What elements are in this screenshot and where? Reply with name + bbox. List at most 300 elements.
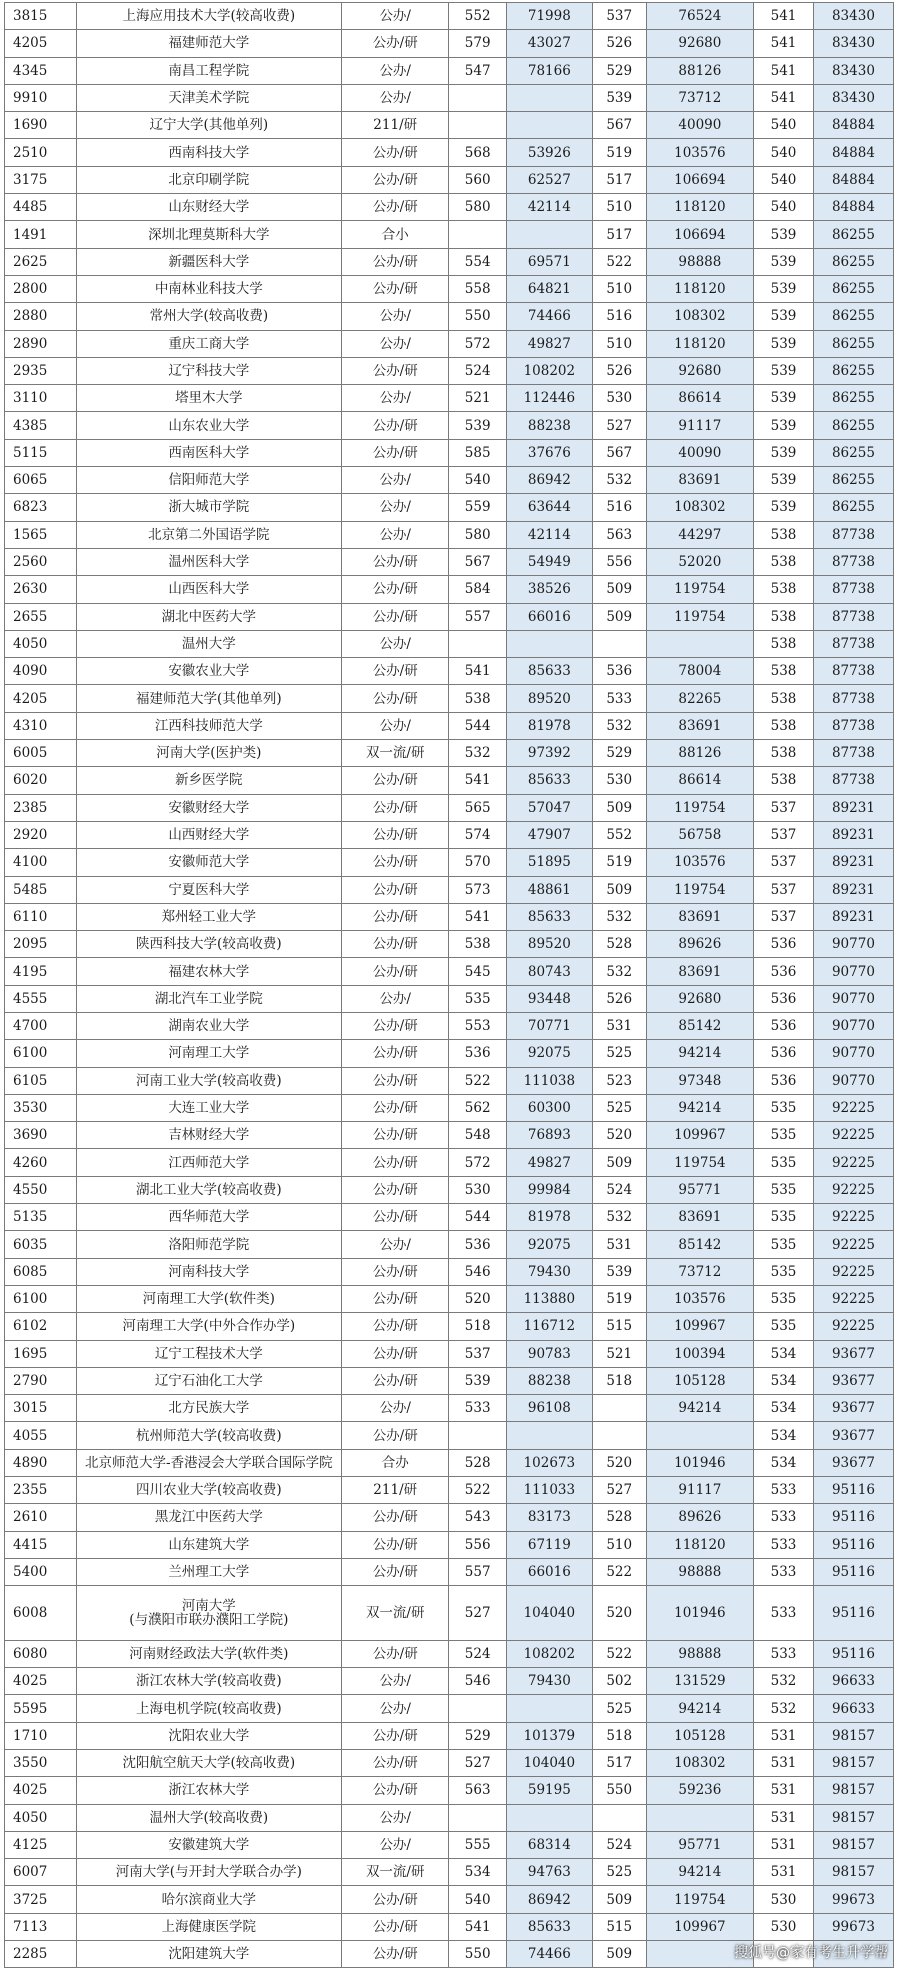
school-name-cell: 杭州师范大学(较高收费) <box>76 1422 341 1449</box>
score-c-cell: 531 <box>754 1722 814 1749</box>
rank-a-cell: 43027 <box>506 30 592 57</box>
rank-a-cell: 111033 <box>506 1477 592 1504</box>
score-a-cell: 572 <box>449 330 506 357</box>
rank-c-cell: 99673 <box>813 1886 893 1913</box>
score-b-cell: 522 <box>592 1558 646 1585</box>
school-code-cell: 6007 <box>5 1859 77 1886</box>
rank-c-cell: 92225 <box>813 1258 893 1285</box>
school-code-cell: 1710 <box>5 1722 77 1749</box>
score-b-cell: 510 <box>592 275 646 302</box>
school-name-cell: 河南理工大学(中外合作办学) <box>76 1313 341 1340</box>
rank-a-cell: 102673 <box>506 1449 592 1476</box>
school-type-cell: 公办/研 <box>341 767 449 794</box>
score-c-cell: 537 <box>754 794 814 821</box>
rank-b-cell: 98888 <box>646 248 754 275</box>
rank-c-cell: 90770 <box>813 931 893 958</box>
score-c-cell: 541 <box>754 57 814 84</box>
rank-c-cell: 87738 <box>813 630 893 657</box>
score-b-cell: 510 <box>592 194 646 221</box>
rank-c-cell: 89231 <box>813 876 893 903</box>
rank-b-cell: 119754 <box>646 1149 754 1176</box>
rank-c-cell: 87738 <box>813 740 893 767</box>
score-a-cell: 573 <box>449 876 506 903</box>
school-code-cell: 3550 <box>5 1750 77 1777</box>
rank-b-cell: 97348 <box>646 1067 754 1094</box>
rank-c-cell: 86255 <box>813 303 893 330</box>
score-c-cell: 535 <box>754 1204 814 1231</box>
rank-c-cell: 87738 <box>813 548 893 575</box>
rank-c-cell: 89231 <box>813 794 893 821</box>
school-code-cell: 2285 <box>5 1941 77 1968</box>
table-row <box>5 194 894 221</box>
rank-a-cell: 42114 <box>506 194 592 221</box>
school-name-cell: 浙大城市学院 <box>76 494 341 521</box>
school-type-cell: 公办/研 <box>341 139 449 166</box>
rank-a-cell: 38526 <box>506 576 592 603</box>
score-b-cell: 529 <box>592 57 646 84</box>
school-code-cell: 2790 <box>5 1367 77 1394</box>
school-code-cell: 4205 <box>5 685 77 712</box>
school-code-cell: 1695 <box>5 1340 77 1367</box>
school-code-cell: 2560 <box>5 548 77 575</box>
score-a-cell: 521 <box>449 385 506 412</box>
rank-c-cell: 86255 <box>813 330 893 357</box>
school-name-cell: 常州大学(较高收费) <box>76 303 341 330</box>
school-type-cell: 211/研 <box>341 112 449 139</box>
rank-a-cell: 60300 <box>506 1094 592 1121</box>
score-c-cell: 538 <box>754 548 814 575</box>
school-code-cell: 5115 <box>5 439 77 466</box>
rank-b-cell: 118120 <box>646 1531 754 1558</box>
score-b-cell: 515 <box>592 1313 646 1340</box>
score-b-cell: 525 <box>592 1859 646 1886</box>
school-code-cell: 4260 <box>5 1149 77 1176</box>
score-a-cell: 527 <box>449 1586 506 1641</box>
score-b-cell: 519 <box>592 1285 646 1312</box>
score-c-cell: 533 <box>754 1640 814 1667</box>
school-code-cell: 2890 <box>5 330 77 357</box>
table-row <box>5 330 894 357</box>
rank-c-cell: 89231 <box>813 903 893 930</box>
score-c-cell: 537 <box>754 876 814 903</box>
score-b-cell: 522 <box>592 248 646 275</box>
rank-c-cell: 87738 <box>813 767 893 794</box>
score-a-cell: 556 <box>449 1531 506 1558</box>
score-b-cell: 509 <box>592 1941 646 1968</box>
rank-b-cell <box>646 630 754 657</box>
rank-b-cell: 95771 <box>646 1176 754 1203</box>
rank-b-cell <box>646 1804 754 1831</box>
score-b-cell: 532 <box>592 467 646 494</box>
table-row <box>5 767 894 794</box>
school-name-cell: 信阳师范大学 <box>76 467 341 494</box>
school-name-cell: 重庆工商大学 <box>76 330 341 357</box>
school-name-cell: 黑龙江中医药大学 <box>76 1504 341 1531</box>
school-code-cell: 1690 <box>5 112 77 139</box>
rank-a-cell: 78166 <box>506 57 592 84</box>
rank-b-cell <box>646 1422 754 1449</box>
rank-a-cell: 76893 <box>506 1122 592 1149</box>
score-a-cell <box>449 1695 506 1722</box>
score-b-cell: 567 <box>592 439 646 466</box>
school-type-cell: 公办/ <box>341 494 449 521</box>
rank-c-cell: 87738 <box>813 521 893 548</box>
rank-b-cell: 85142 <box>646 1231 754 1258</box>
score-b-cell: 537 <box>592 3 646 30</box>
rank-c-cell: 86255 <box>813 248 893 275</box>
table-row <box>5 1094 894 1121</box>
table-row <box>5 876 894 903</box>
table-row <box>5 1586 894 1641</box>
score-b-cell: 527 <box>592 1477 646 1504</box>
score-c-cell: 536 <box>754 1067 814 1094</box>
score-c-cell: 538 <box>754 685 814 712</box>
score-b-cell: 517 <box>592 166 646 193</box>
school-name-cell: 中南林业科技大学 <box>76 275 341 302</box>
table-row <box>5 385 894 412</box>
school-code-cell: 6102 <box>5 1313 77 1340</box>
rank-b-cell: 118120 <box>646 330 754 357</box>
score-c-cell: 536 <box>754 985 814 1012</box>
school-type-cell: 公办/研 <box>341 1012 449 1039</box>
rank-c-cell: 95116 <box>813 1477 893 1504</box>
table-row <box>5 275 894 302</box>
rank-c-cell: 87738 <box>813 685 893 712</box>
rank-a-cell: 89520 <box>506 931 592 958</box>
school-code-cell: 3110 <box>5 385 77 412</box>
rank-b-cell: 83691 <box>646 467 754 494</box>
table-row <box>5 985 894 1012</box>
score-c-cell: 534 <box>754 1395 814 1422</box>
school-type-cell: 公办/研 <box>341 30 449 57</box>
rank-b-cell: 95771 <box>646 1831 754 1858</box>
score-a-cell: 541 <box>449 903 506 930</box>
rank-a-cell: 81978 <box>506 1204 592 1231</box>
score-a-cell <box>449 221 506 248</box>
table-row <box>5 1067 894 1094</box>
score-a-cell: 550 <box>449 1941 506 1968</box>
rank-b-cell: 83691 <box>646 958 754 985</box>
score-b-cell: 527 <box>592 412 646 439</box>
rank-a-cell: 88238 <box>506 1367 592 1394</box>
rank-c-cell: 90770 <box>813 958 893 985</box>
rank-b-cell: 103576 <box>646 139 754 166</box>
score-a-cell: 540 <box>449 1886 506 1913</box>
rank-c-cell: 84884 <box>813 112 893 139</box>
school-type-cell: 公办/ <box>341 385 449 412</box>
score-b-cell: 509 <box>592 1149 646 1176</box>
score-c-cell: 537 <box>754 849 814 876</box>
school-type-cell: 公办/研 <box>341 548 449 575</box>
rank-c-cell: 92225 <box>813 1313 893 1340</box>
table-row <box>5 958 894 985</box>
score-a-cell <box>449 1804 506 1831</box>
score-c-cell: 530 <box>754 1913 814 1940</box>
rank-a-cell: 57047 <box>506 794 592 821</box>
score-a-cell: 534 <box>449 1859 506 1886</box>
score-c-cell: 533 <box>754 1504 814 1531</box>
score-b-cell: 510 <box>592 330 646 357</box>
rank-b-cell: 108302 <box>646 303 754 330</box>
score-c-cell: 534 <box>754 1367 814 1394</box>
school-code-cell: 3815 <box>5 3 77 30</box>
school-type-cell: 公办/研 <box>341 1722 449 1749</box>
rank-c-cell: 83430 <box>813 57 893 84</box>
score-b-cell: 539 <box>592 1258 646 1285</box>
school-code-cell: 4125 <box>5 1831 77 1858</box>
score-b-cell: 519 <box>592 139 646 166</box>
score-a-cell: 563 <box>449 1777 506 1804</box>
school-code-cell: 1491 <box>5 221 77 248</box>
school-type-cell: 公办/研 <box>341 1558 449 1585</box>
rank-a-cell: 59195 <box>506 1777 592 1804</box>
rank-b-cell: 83691 <box>646 903 754 930</box>
score-a-cell: 553 <box>449 1012 506 1039</box>
rank-a-cell: 85633 <box>506 767 592 794</box>
school-type-cell: 公办/研 <box>341 439 449 466</box>
school-name-cell: 江西师范大学 <box>76 1149 341 1176</box>
rank-c-cell: 87738 <box>813 576 893 603</box>
score-c-cell: 531 <box>754 1750 814 1777</box>
school-name-cell: 西华师范大学 <box>76 1204 341 1231</box>
school-type-cell: 公办/ <box>341 467 449 494</box>
score-b-cell: 515 <box>592 1913 646 1940</box>
rank-c-cell: 84884 <box>813 194 893 221</box>
score-a-cell <box>449 84 506 111</box>
score-c-cell: 537 <box>754 821 814 848</box>
score-b-cell: 516 <box>592 303 646 330</box>
score-a-cell: 518 <box>449 1313 506 1340</box>
school-type-cell: 公办/研 <box>341 1422 449 1449</box>
school-name-cell: 安徽财经大学 <box>76 794 341 821</box>
score-a-cell: 580 <box>449 521 506 548</box>
school-code-cell: 2800 <box>5 275 77 302</box>
score-a-cell: 574 <box>449 821 506 848</box>
rank-c-cell: 87738 <box>813 712 893 739</box>
school-code-cell: 7113 <box>5 1913 77 1940</box>
school-name-cell: 湖北工业大学(较高收费) <box>76 1176 341 1203</box>
rank-c-cell: 86255 <box>813 412 893 439</box>
school-code-cell: 3530 <box>5 1094 77 1121</box>
school-code-cell: 6100 <box>5 1285 77 1312</box>
score-a-cell: 533 <box>449 1395 506 1422</box>
school-name-cell: 陕西科技大学(较高收费) <box>76 931 341 958</box>
school-type-cell: 公办/研 <box>341 1777 449 1804</box>
score-a-cell: 522 <box>449 1477 506 1504</box>
rank-a-cell: 86942 <box>506 467 592 494</box>
school-type-cell: 公办/研 <box>341 1122 449 1149</box>
score-a-cell: 543 <box>449 1504 506 1531</box>
rank-b-cell: 103576 <box>646 849 754 876</box>
table-row <box>5 1204 894 1231</box>
score-b-cell <box>592 1395 646 1422</box>
school-code-cell: 6035 <box>5 1231 77 1258</box>
school-code-cell: 9910 <box>5 84 77 111</box>
school-code-cell: 2630 <box>5 576 77 603</box>
rank-a-cell: 71998 <box>506 3 592 30</box>
score-b-cell: 509 <box>592 576 646 603</box>
school-type-cell: 公办/研 <box>341 576 449 603</box>
score-c-cell: 535 <box>754 1258 814 1285</box>
school-name-cell: 沈阳农业大学 <box>76 1722 341 1749</box>
rank-a-cell: 66016 <box>506 1558 592 1585</box>
school-name-cell: 辽宁科技大学 <box>76 357 341 384</box>
school-code-cell: 5485 <box>5 876 77 903</box>
score-a-cell: 536 <box>449 1231 506 1258</box>
table-row <box>5 1777 894 1804</box>
score-b-cell: 509 <box>592 794 646 821</box>
rank-b-cell: 56758 <box>646 821 754 848</box>
rank-b-cell: 105128 <box>646 1722 754 1749</box>
score-a-cell: 570 <box>449 849 506 876</box>
rank-b-cell: 89626 <box>646 931 754 958</box>
score-a-cell: 524 <box>449 357 506 384</box>
school-name-cell: 辽宁石油化工大学 <box>76 1367 341 1394</box>
score-c-cell: 539 <box>754 330 814 357</box>
school-type-cell: 公办/研 <box>341 821 449 848</box>
score-c-cell: 538 <box>754 603 814 630</box>
table-row <box>5 1258 894 1285</box>
rank-b-cell: 86614 <box>646 767 754 794</box>
rank-b-cell: 40090 <box>646 112 754 139</box>
school-code-cell: 6110 <box>5 903 77 930</box>
score-a-cell: 541 <box>449 767 506 794</box>
score-c-cell: 531 <box>754 1859 814 1886</box>
table-row <box>5 685 894 712</box>
school-code-cell: 2610 <box>5 1504 77 1531</box>
score-b-cell: 521 <box>592 1340 646 1367</box>
table-row <box>5 1313 894 1340</box>
score-b-cell: 517 <box>592 1750 646 1777</box>
score-c-cell: 532 <box>754 1695 814 1722</box>
rank-a-cell: 85633 <box>506 658 592 685</box>
rank-c-cell: 98157 <box>813 1804 893 1831</box>
rank-c-cell: 95116 <box>813 1504 893 1531</box>
score-c-cell: 538 <box>754 658 814 685</box>
score-c-cell: 531 <box>754 1831 814 1858</box>
score-a-cell: 544 <box>449 712 506 739</box>
score-a-cell: 546 <box>449 1668 506 1695</box>
school-code-cell: 2655 <box>5 603 77 630</box>
rank-a-cell: 92075 <box>506 1040 592 1067</box>
school-type-cell: 211/研 <box>341 1477 449 1504</box>
school-name-cell: 郑州轻工业大学 <box>76 903 341 930</box>
school-name-cell: 山西医科大学 <box>76 576 341 603</box>
rank-b-cell: 94214 <box>646 1695 754 1722</box>
score-b-cell: 526 <box>592 357 646 384</box>
school-name-cell: 安徽农业大学 <box>76 658 341 685</box>
rank-c-cell: 93677 <box>813 1395 893 1422</box>
table-row <box>5 1913 894 1940</box>
rank-b-cell: 101946 <box>646 1586 754 1641</box>
table-row <box>5 821 894 848</box>
rank-a-cell: 97392 <box>506 740 592 767</box>
rank-c-cell: 93677 <box>813 1422 893 1449</box>
rank-a-cell: 94763 <box>506 1859 592 1886</box>
score-c-cell: 538 <box>754 576 814 603</box>
rank-a-cell: 47907 <box>506 821 592 848</box>
score-a-cell: 547 <box>449 57 506 84</box>
school-name-cell: 辽宁工程技术大学 <box>76 1340 341 1367</box>
rank-b-cell: 89626 <box>646 1504 754 1531</box>
score-b-cell: 520 <box>592 1122 646 1149</box>
score-c-cell: 535 <box>754 1285 814 1312</box>
table-row <box>5 139 894 166</box>
school-name-cell: 福建农林大学 <box>76 958 341 985</box>
school-code-cell: 4100 <box>5 849 77 876</box>
school-type-cell: 公办/ <box>341 712 449 739</box>
rank-b-cell: 118120 <box>646 275 754 302</box>
school-type-cell: 公办/ <box>341 630 449 657</box>
school-code-cell: 2095 <box>5 931 77 958</box>
score-b-cell: 519 <box>592 849 646 876</box>
rank-b-cell: 109967 <box>646 1122 754 1149</box>
school-type-cell: 公办/研 <box>341 1040 449 1067</box>
rank-b-cell: 92680 <box>646 357 754 384</box>
rank-a-cell: 62527 <box>506 166 592 193</box>
school-code-cell: 4345 <box>5 57 77 84</box>
table-row <box>5 658 894 685</box>
school-code-cell: 6065 <box>5 467 77 494</box>
table-row <box>5 1531 894 1558</box>
score-b-cell: 520 <box>592 1586 646 1641</box>
school-code-cell: 6100 <box>5 1040 77 1067</box>
score-b-cell: 523 <box>592 1067 646 1094</box>
school-name-cell: 温州大学(较高收费) <box>76 1804 341 1831</box>
rank-c-cell: 90770 <box>813 1067 893 1094</box>
score-c-cell: 533 <box>754 1586 814 1641</box>
rank-c-cell: 86255 <box>813 467 893 494</box>
school-code-cell: 6823 <box>5 494 77 521</box>
score-a-cell: 540 <box>449 467 506 494</box>
table-row <box>5 1285 894 1312</box>
school-code-cell: 4700 <box>5 1012 77 1039</box>
table-row <box>5 1040 894 1067</box>
score-a-cell: 545 <box>449 958 506 985</box>
rank-c-cell: 83430 <box>813 84 893 111</box>
score-c-cell: 537 <box>754 903 814 930</box>
school-code-cell: 4310 <box>5 712 77 739</box>
rank-a-cell <box>506 84 592 111</box>
score-b-cell <box>592 1804 646 1831</box>
school-code-cell: 6085 <box>5 1258 77 1285</box>
rank-a-cell: 104040 <box>506 1750 592 1777</box>
school-type-cell: 公办/ <box>341 303 449 330</box>
school-name-cell: 河南大学(与开封大学联合办学) <box>76 1859 341 1886</box>
school-code-cell: 4025 <box>5 1668 77 1695</box>
school-name-cell: 辽宁大学(其他单列) <box>76 112 341 139</box>
score-a-cell: 530 <box>449 1176 506 1203</box>
score-c-cell: 540 <box>754 112 814 139</box>
school-type-cell: 公办/研 <box>341 194 449 221</box>
score-c-cell: 535 <box>754 1094 814 1121</box>
table-row <box>5 849 894 876</box>
school-code-cell: 4415 <box>5 1531 77 1558</box>
school-type-cell: 公办/研 <box>341 1886 449 1913</box>
rank-a-cell: 88238 <box>506 412 592 439</box>
rank-a-cell: 66016 <box>506 603 592 630</box>
score-a-cell: 539 <box>449 1367 506 1394</box>
rank-a-cell: 42114 <box>506 521 592 548</box>
score-a-cell: 554 <box>449 248 506 275</box>
score-a-cell: 528 <box>449 1449 506 1476</box>
school-code-cell: 3690 <box>5 1122 77 1149</box>
score-c-cell: 530 <box>754 1886 814 1913</box>
school-name-cell: 湖北中医药大学 <box>76 603 341 630</box>
table-row <box>5 467 894 494</box>
school-name-cell: 吉林财经大学 <box>76 1122 341 1149</box>
score-b-cell: 528 <box>592 1504 646 1531</box>
